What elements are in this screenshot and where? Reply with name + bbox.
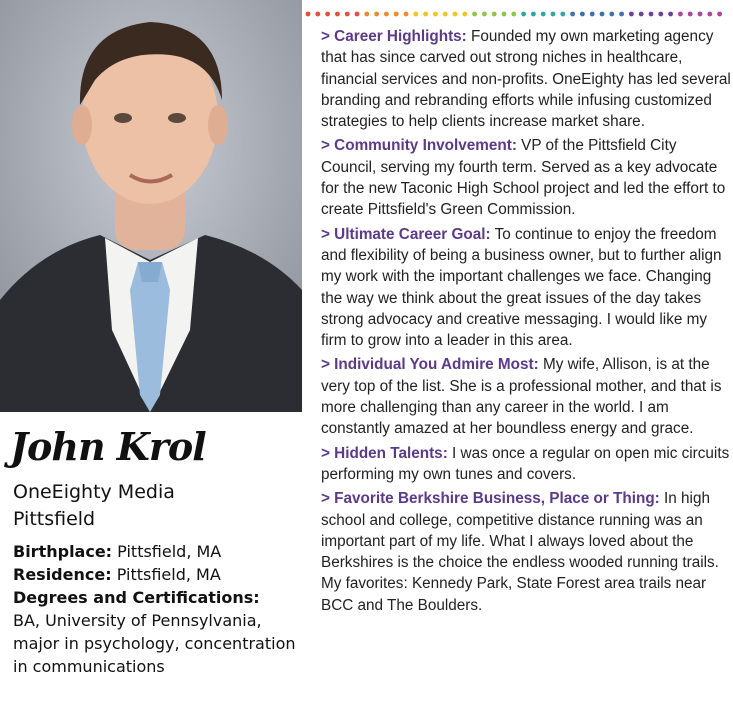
birthplace-label: Birthplace: [13,542,113,561]
divider-dot [472,12,477,17]
divider-dot [570,12,575,17]
divider-dot [668,12,673,17]
divider-dot [688,12,693,17]
section-individual-admire [321,354,731,439]
divider-dot [315,12,320,17]
section-label: > Hidden Talents: [321,444,448,462]
divider-dot [364,12,369,17]
divider-dot [600,12,605,17]
divider-dot [345,12,350,17]
portrait-photo [0,0,302,412]
section-text: VP of the Pittsfield City Council, serving my fourth term. Served as a key advocate for the new Taconic High School project and led the effort to create Pittsfield's Green Commission. [321,137,726,219]
divider-dot [404,12,409,17]
divider-dot [609,12,614,17]
divider-dot [433,12,438,17]
degrees-value: BA, University of Pennsylvania, major in psychology, concentration in communications [13,611,296,676]
section-ultimate-career-goal [321,224,731,352]
section-label: > Favorite Berkshire Business, Place or Thing: [321,490,660,508]
divider-dot [394,12,399,17]
person-name: John Krol [10,424,206,469]
divider-dot [678,12,683,17]
divider-dot [492,12,497,17]
birthplace-value: Pittsfield, MA [117,542,222,561]
section-label: > Ultimate Career Goal: [321,225,491,243]
divider-dot [717,12,722,17]
section-label: > Community Involvement: [321,137,517,155]
divider-dot [413,12,418,17]
section-label: > Individual You Admire Most: [321,356,539,374]
divider-dot [649,12,654,17]
divider-dot [374,12,379,17]
section-text: I was once a regular on open mic circuits performing my own tunes and covers. [321,444,730,483]
residence-label: Residence: [13,565,112,584]
divider-dot [423,12,428,17]
divider-dot [629,12,634,17]
divider-dot [306,12,311,17]
company-name: OneEighty Media [13,481,175,503]
residence-value: Pittsfield, MA [116,565,221,584]
rainbow-dot-divider [305,9,727,19]
divider-dot [325,12,330,17]
section-text: In high school and college, competitive distance running was an important part of my life. What I always loved about the Berkshires is the choice the endless wooded running trails. My favorites: Kennedy Park, State Forest area trails near BCC and The Boulders. [321,490,719,614]
city-name: Pittsfield [13,508,96,530]
divider-dot [541,12,546,17]
section-hidden-talents [321,443,731,486]
section-text: To continue to enjoy the freedom and flexibility of being a business owner, but to further align my work with the important challenges we face. Changing the way we think about the great issues of the day takes strong advocacy and creative messaging. I would like my firm to grow into a leader in this area. [321,225,722,350]
section-favorite-berkshire [321,488,731,616]
section-label: > Career Highlights: [321,28,467,45]
divider-dot [462,12,467,17]
section-text: Founded my own marketing agency that has since carved out strong niches in healthcare, financial services and non-profits. OneEighty has led several branding and rebranding efforts while infusing customized strategies to help clients increase market share. [321,28,731,131]
divider-dot [531,12,536,17]
divider-dot [551,12,556,17]
section-career-highlights [321,26,731,132]
divider-dot [453,12,458,17]
bio-sections [321,26,731,619]
divider-dot [502,12,507,17]
degrees-label: Degrees and Certifications: [13,588,260,607]
divider-dot [580,12,585,17]
divider-dot [639,12,644,17]
divider-dot [658,12,663,17]
section-community-involvement [321,135,731,220]
divider-dot [707,12,712,17]
divider-dot [384,12,389,17]
divider-dot [560,12,565,17]
divider-dot [619,12,624,17]
divider-dot [482,12,487,17]
divider-dot [355,12,360,17]
birthplace-line [13,540,298,563]
divider-dot [698,12,703,17]
degrees-line [13,586,298,678]
divider-dot [521,12,526,17]
profile-facts [13,540,298,678]
section-text: My wife, Allison, is at the very top of the list. She is a professional mother, and that is more challenging than any career in the world. I am constantly amazed at her boundless energy and grace. [321,356,722,438]
divider-dot [590,12,595,17]
residence-line [13,563,298,586]
divider-dot [335,12,340,17]
divider-dot [511,12,516,17]
divider-dot [443,12,448,17]
